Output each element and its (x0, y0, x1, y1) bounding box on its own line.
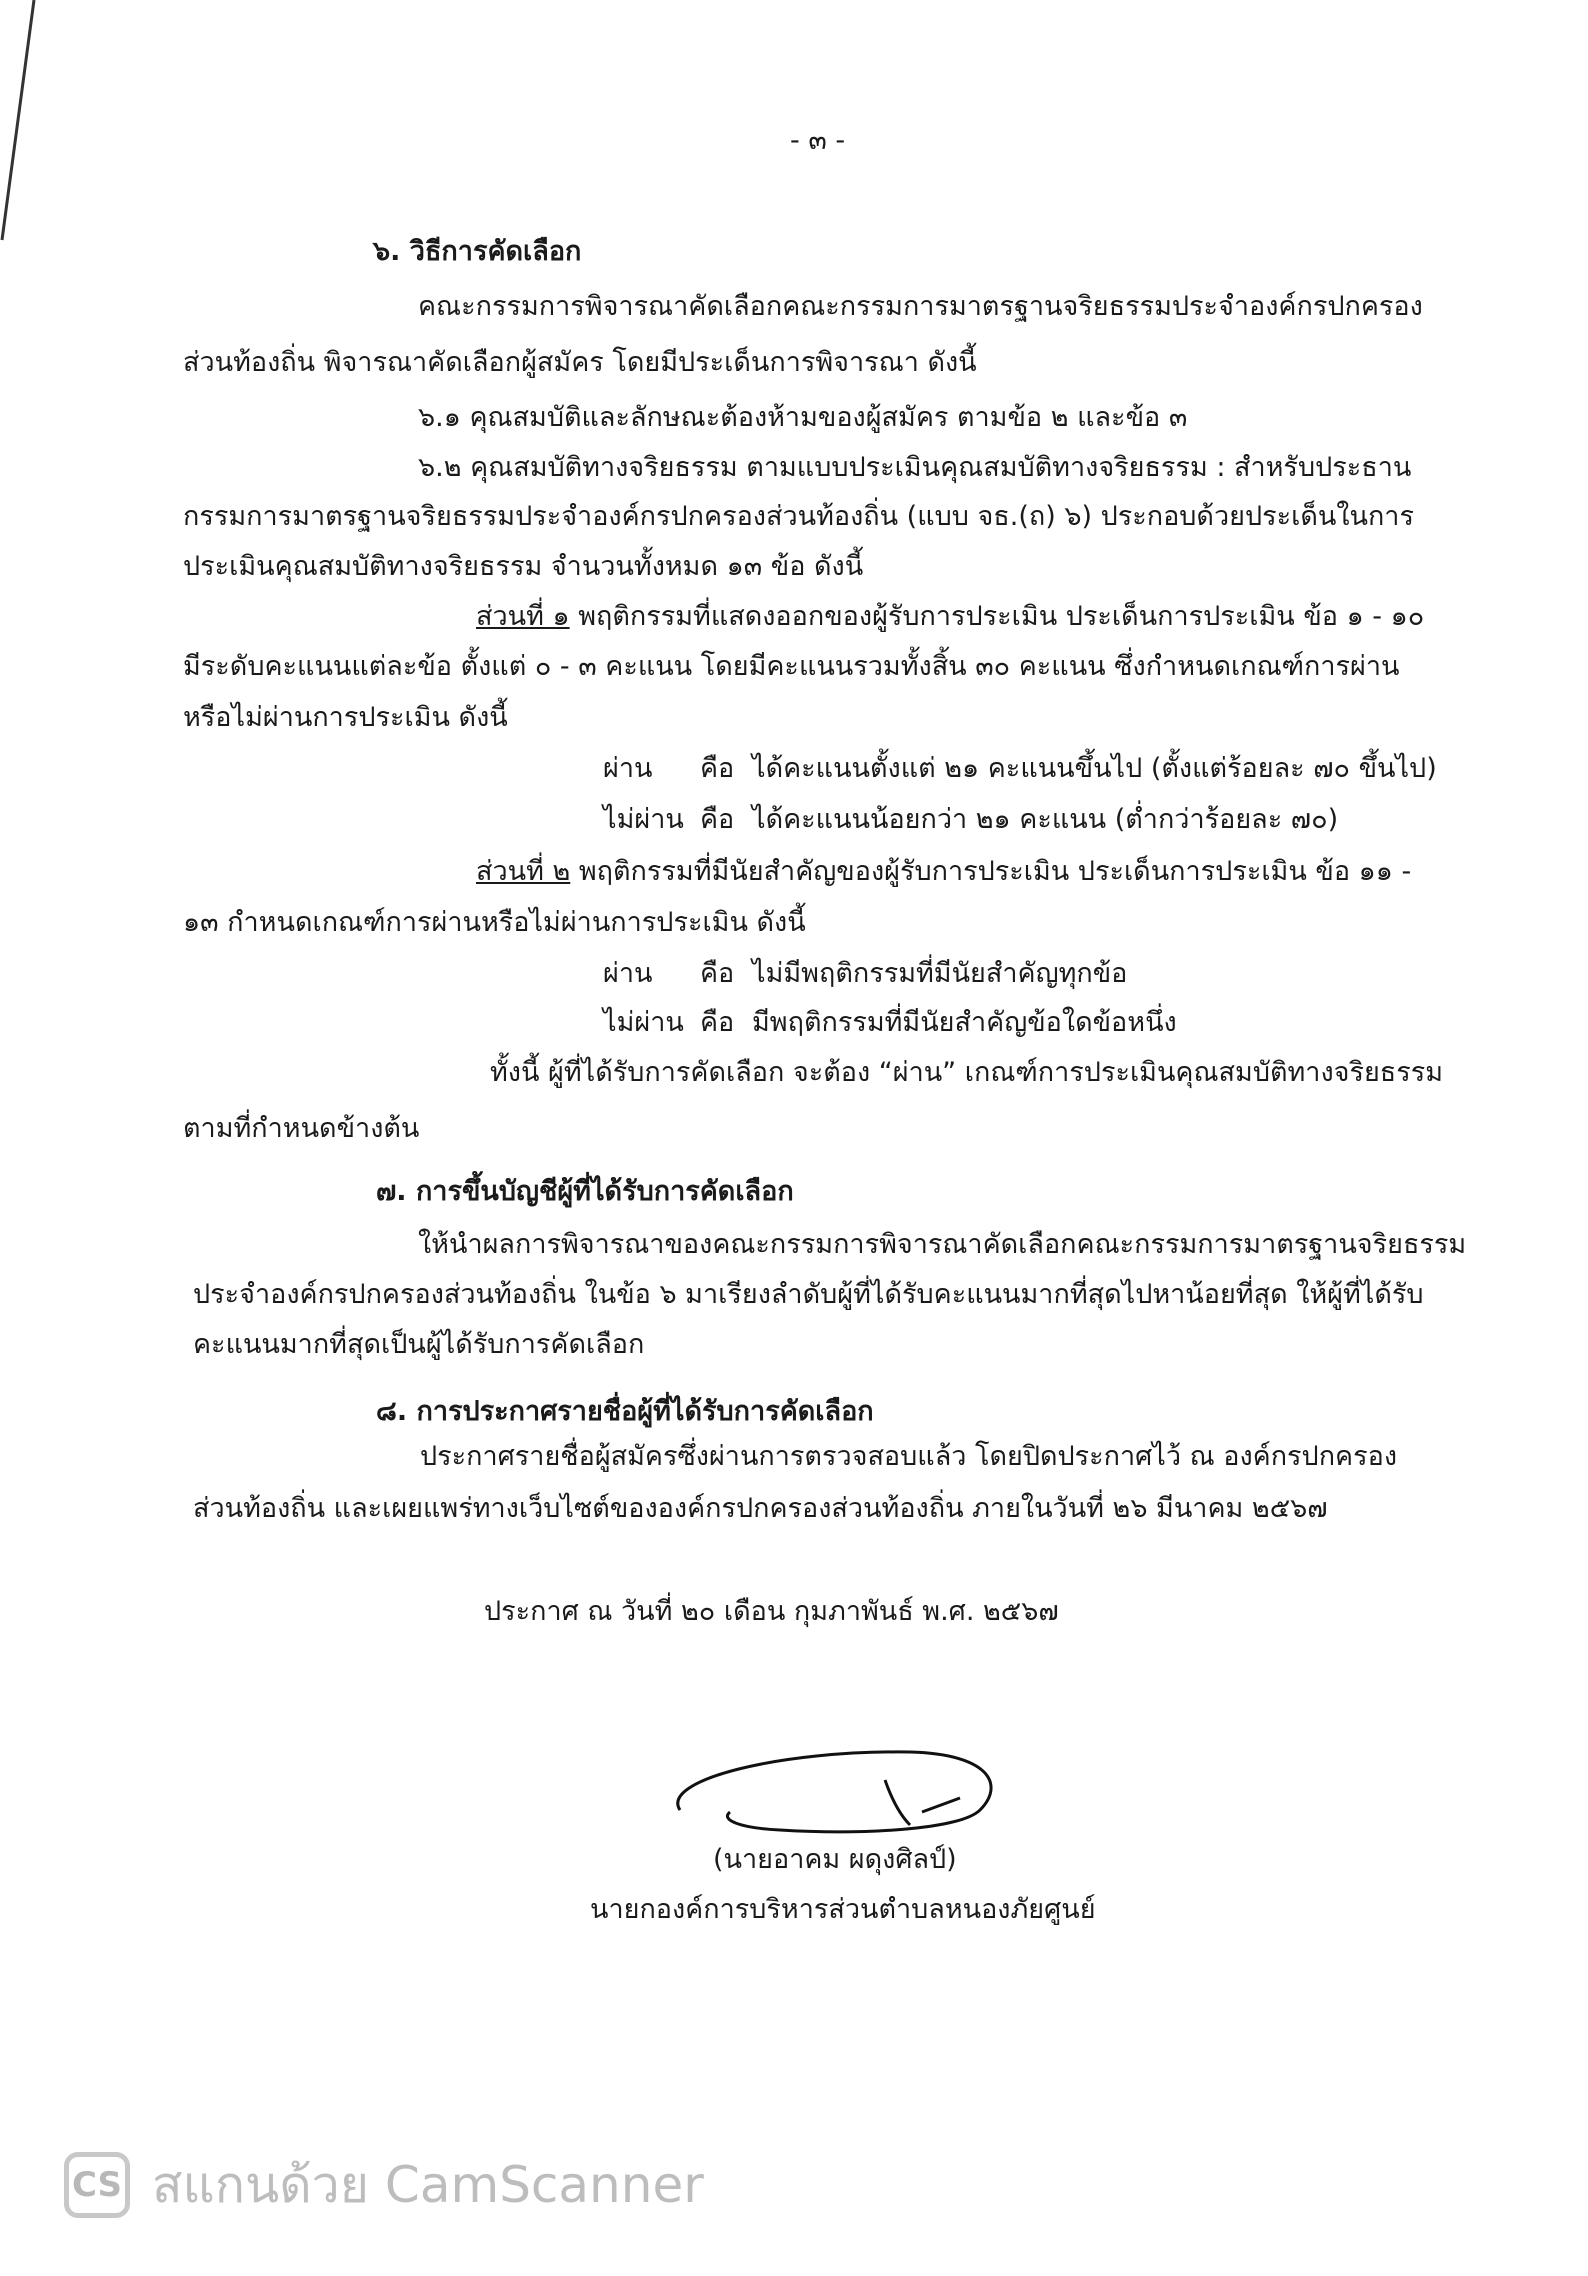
section-7-line-3: คะแนนมากที่สุดเป็นผู้ได้รับการคัดเลือก (193, 1329, 645, 1360)
section-7-heading: ๗. การขึ้นบัญชีผู้ที่ได้รับการคัดเลือก (376, 1176, 794, 1207)
part-2-fail-desc: มีพฤติกรรมที่มีนัยสำคัญข้อใดข้อหนึ่ง (752, 1007, 1177, 1038)
item-6-2-line-3: ประเมินคุณสมบัติทางจริยธรรม จำนวนทั้งหมด ๑๓ ข้อ ดังนี้ (183, 551, 864, 582)
camscanner-watermark-text: สแกนด้วย CamScanner (152, 2156, 704, 2214)
part-1-line-2: มีระดับคะแนนแต่ละข้อ ตั้งแต่ ๐ - ๓ คะแนน โดยมีคะแนนรวมทั้งสิ้น ๓๐ คะแนน ซึ่งกำหนดเกณฑ์การผ่าน (183, 651, 1400, 682)
section-7-line-1: ให้นำผลการพิจารณาของคณะกรรมการพิจารณาคัดเลือกคณะกรรมการมาตรฐานจริยธรรม (418, 1229, 1467, 1260)
section-7-line-2: ประจำองค์กรปกครองส่วนท้องถิ่น ในข้อ ๖ มาเรียงลำดับผู้ที่ได้รับคะแนนมากที่สุดไปหาน้อยที่สุด ให้ผู้ที่ได้รับ (193, 1279, 1424, 1310)
section-8-line-1: ประกาศรายชื่อผู้สมัครซึ่งผ่านการตรวจสอบแล้ว โดยปิดประกาศไว้ ณ องค์กรปกครอง (420, 1441, 1398, 1472)
part-1-line-1 (476, 600, 1424, 634)
section-8-heading: ๘. การประกาศรายชื่อผู้ที่ได้รับการคัดเลือก (376, 1396, 874, 1427)
part-1-fail-term: ไม่ผ่าน (603, 804, 684, 835)
part-2-line-2: ๑๓ กำหนดเกณฑ์การผ่านหรือไม่ผ่านการประเมิน ดังนี้ (183, 907, 806, 938)
item-6-2-line-2: กรรมการมาตรฐานจริยธรรมประจำองค์กรปกครองส่วนท้องถิ่น (แบบ จธ.(ถ) ๖) ประกอบด้วยประเด็นในการ (183, 501, 1414, 532)
section-6-intro-line-1: คณะกรรมการพิจารณาคัดเลือกคณะกรรมการมาตรฐานจริยธรรมประจำองค์กรปกครอง (418, 291, 1423, 322)
part-1-pass-term: ผ่าน (603, 753, 653, 784)
scan-edge-line (0, 0, 40, 260)
section-8-line-2: ส่วนท้องถิ่น และเผยแพร่ทางเว็บไซต์ขององค์กรปกครองส่วนท้องถิ่น ภายในวันที่ ๒๖ มีนาคม ๒๕๖๗ (193, 1493, 1328, 1524)
section-6-intro-line-2: ส่วนท้องถิ่น พิจารณาคัดเลือกผู้สมัคร โดยมีประเด็นการพิจารณา ดังนี้ (183, 347, 977, 378)
part-2-line-1-text: พฤติกรรมที่มีนัยสำคัญของผู้รับการประเมิน ประเด็นการประเมิน ข้อ ๑๑ - (570, 856, 1412, 887)
announcement-date: ประกาศ ณ วันที่ ๒๐ เดือน กุมภาพันธ์ พ.ศ. ๒๕๖๗ (484, 1596, 1059, 1627)
signer-name: (นายอาคม ผดุงศิลป์) (713, 1844, 957, 1875)
part-2-fail-is: คือ (700, 1007, 735, 1038)
page-number: - ๓ - (790, 125, 846, 156)
part-2-pass-desc: ไม่มีพฤติกรรมที่มีนัยสำคัญทุกข้อ (752, 958, 1128, 989)
part-2-fail-term: ไม่ผ่าน (603, 1007, 684, 1038)
part-1-pass-is: คือ (700, 753, 735, 784)
part-2-pass-is: คือ (700, 958, 735, 989)
conclusion-line-1: ทั้งนี้ ผู้ที่ได้รับการคัดเลือก จะต้อง “ผ่าน” เกณฑ์การประเมินคุณสมบัติทางจริยธรรม (490, 1057, 1444, 1088)
camscanner-logo-icon: CS (64, 2152, 130, 2218)
part-1-line-1-text: พฤติกรรมที่แสดงออกของผู้รับการประเมิน ประเด็นการประเมิน ข้อ ๑ - ๑๐ (569, 601, 1425, 632)
part-1-line-3: หรือไม่ผ่านการประเมิน ดังนี้ (183, 702, 508, 733)
item-6-1: ๖.๑ คุณสมบัติและลักษณะต้องห้ามของผู้สมัคร ตามข้อ ๒ และข้อ ๓ (418, 402, 1188, 433)
signer-position: นายกองค์การบริหารส่วนตำบลหนองภัยศูนย์ (590, 1894, 1096, 1925)
part-2-line-1 (476, 855, 1411, 889)
handwritten-signature (660, 1740, 1010, 1850)
section-6-heading: ๖. วิธีการคัดเลือก (373, 236, 582, 267)
part-2-pass-term: ผ่าน (603, 958, 653, 989)
part-1-pass-desc: ได้คะแนนตั้งแต่ ๒๑ คะแนนขึ้นไป (ตั้งแต่ร้อยละ ๗๐ ขึ้นไป) (752, 753, 1437, 784)
part-2-label: ส่วนที่ ๒ (476, 856, 571, 887)
part-1-fail-is: คือ (700, 804, 735, 835)
part-1-label: ส่วนที่ ๑ (476, 601, 570, 632)
item-6-2-line-1: ๖.๒ คุณสมบัติทางจริยธรรม ตามแบบประเมินคุณสมบัติทางจริยธรรม : สำหรับประธาน (418, 452, 1412, 483)
part-1-fail-desc: ได้คะแนนน้อยกว่า ๒๑ คะแนน (ต่ำกว่าร้อยละ ๗๐) (752, 804, 1339, 835)
conclusion-line-2: ตามที่กำหนดข้างต้น (183, 1113, 420, 1144)
